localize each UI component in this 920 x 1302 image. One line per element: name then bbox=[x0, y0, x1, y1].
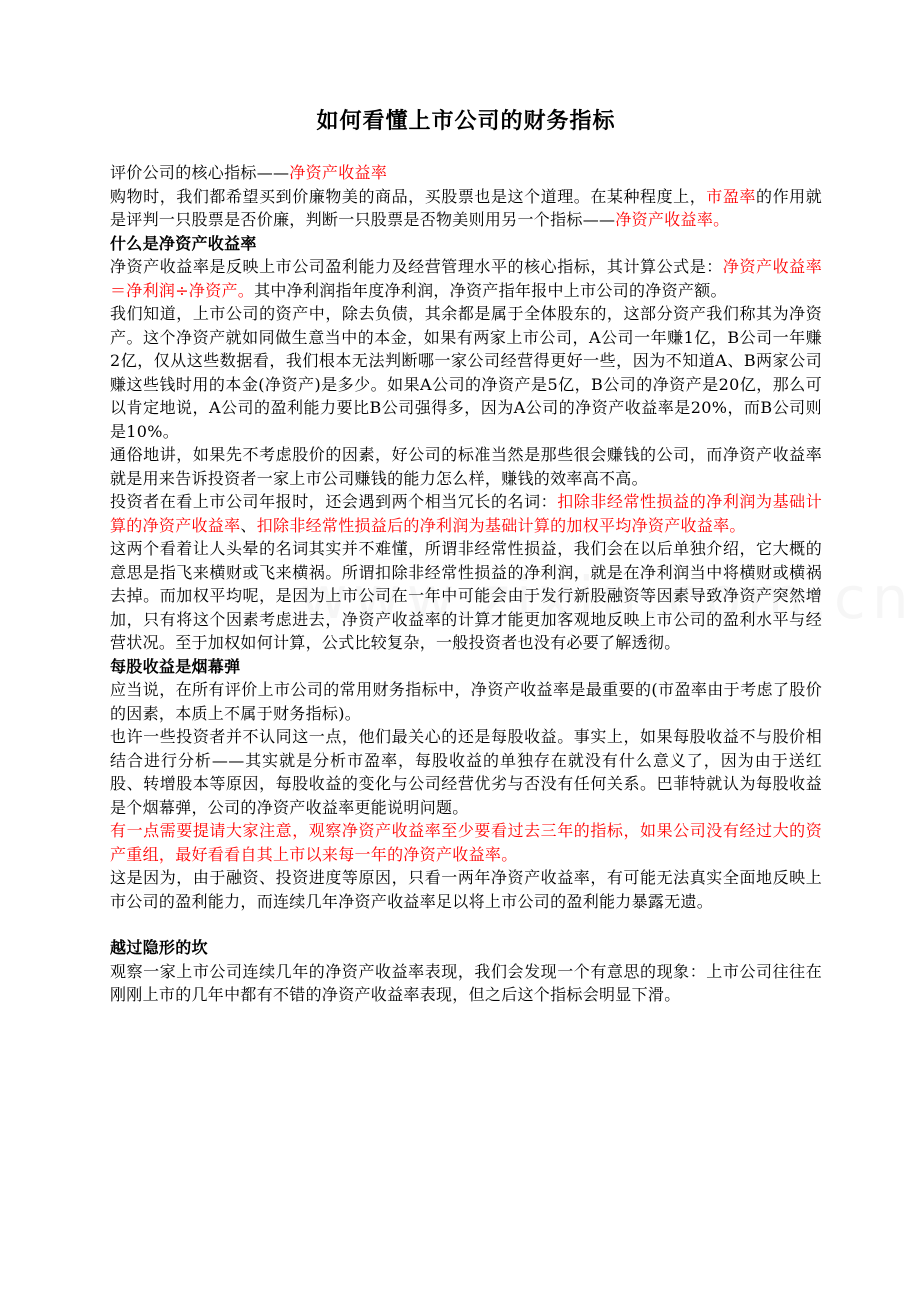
section-heading-hidden-hurdle: 越过隐形的坎 bbox=[110, 938, 208, 957]
highlight-text: 净资产收益率 bbox=[289, 163, 388, 182]
paragraph-notice: 有一点需要提请大家注意，观察净资产收益率至少要看过去三年的指标，如果公司没有经过大的资产重组，最好看看自其上市以来每一年的净资产收益率。 bbox=[110, 821, 822, 864]
highlight-text: 扣除非经常性损益的净利润为基础计算的净资产收益率 bbox=[110, 492, 822, 535]
paragraph-observation: 观察一家上市公司连续几年的净资产收益率表现，我们会发现一个有意思的现象：上市公司往往在刚刚上市的几年中都有不错的净资产收益率表现，但之后这个指标会明显下滑。 bbox=[110, 961, 822, 1004]
document-body bbox=[110, 161, 822, 1007]
paragraph-most-important: 应当说，在所有评价上市公司的常用财务指标中，净资产收益率是最重要的(市盈率由于考虑了股价的因素，本质上不属于财务指标)。 bbox=[110, 680, 822, 723]
paragraph-plain-terms: 通俗地讲，如果先不考虑股价的因素，好公司的标准当然是那些很会赚钱的公司，而净资产收益率就是用来告诉投资者一家上市公司赚钱的能力怎么样，赚钱的效率高不高。 bbox=[110, 445, 822, 488]
paragraph-roe-definition bbox=[110, 255, 822, 302]
paragraph-eps: 也许一些投资者并不认同这一点，他们最关心的还是每股收益。事实上，如果每股收益不与股价相结合进行分析——其实就是分析市盈率，每股收益的单独存在就没有什么意义了，因为由于送红股、转增股本等原因，每股收益的变化与公司经营优劣与否没有任何关系。巴菲特就认为每股收益是个烟幕弹，公司的净资产收益率更能说明问题。 bbox=[110, 727, 822, 817]
text-run: 净资产收益率是反映上市公司盈利能力及经营管理水平的核心指标，其计算公式是： bbox=[110, 257, 723, 276]
paragraph-non-recurring: 这两个看着让人头晕的名词其实并不难懂，所谓非经常性损益，我们会在以后单独介绍，它大概的意思是指飞来横财或飞来横祸。所谓扣除非经常性损益的净利润，就是在净利润当中将横财或横祸去掉。而加权平均呢，是因为上市公司在一年中可能会由于发行新股融资等因素导致净资产突然增加，只有将这个因素考虑进去，净资产收益率的计算才能更加客观地反映上市公司的盈利水平与经营状况。至于加权如何计算，公式比较复杂，一般投资者也没有必要了解透彻。 bbox=[110, 539, 822, 652]
paragraph-reason: 这是因为，由于融资、投资进度等原因，只看一两年净资产收益率，有可能无法真实全面地反映上市公司的盈利能力，而连续几年净资产收益率足以将上市公司的盈利能力暴露无遗。 bbox=[110, 868, 822, 911]
paragraph-net-assets: 我们知道，上市公司的资产中，除去负债，其余都是属于全体股东的，这部分资产我们称其为净资产。这个净资产就如同做生意当中的本金，如果有两家上市公司，A公司一年赚1亿，B公司一年赚2亿，仅从这些数据看，我们根本无法判断哪一家公司经营得更好一些，因为不知道A、B两家公司赚这些钱时用的本金(净资产)是多少。如果A公司的净资产是5亿，B公司的净资产是20亿，那么可以肯定地说，A公司的盈利能力要比B公司强得多，因为A公司的净资产收益率是20%，而B公司则是10%。 bbox=[110, 304, 822, 441]
section-heading-eps: 每股收益是烟幕弹 bbox=[110, 656, 241, 676]
text-run: 投资者在看上市公司年报时，还会遇到两个相当冗长的名词： bbox=[110, 492, 558, 511]
highlight-text: 净资产收益率。 bbox=[615, 210, 730, 229]
section-heading-roe: 什么是净资产收益率 bbox=[110, 233, 257, 253]
paragraph-intro bbox=[110, 161, 822, 185]
text-run: 其中净利润指年度净利润，净资产指年报中上市公司的净资产额。 bbox=[254, 280, 727, 300]
paragraph-annual-report bbox=[110, 490, 822, 537]
paragraph-shopping bbox=[110, 185, 822, 232]
blank-line bbox=[110, 913, 822, 936]
text-run: 评价公司的核心指标—— bbox=[110, 163, 290, 182]
text-run: 的作用就是评判一只股票是否价廉，判断一只股票是否物美则用另一个指标—— bbox=[110, 186, 822, 229]
document-title: 如何看懂上市公司的财务指标 bbox=[316, 109, 616, 134]
document-page bbox=[110, 0, 822, 1007]
text-run: 购物时，我们都希望买到价廉物美的商品，买股票也是这个道理。在某种程度上， bbox=[110, 186, 707, 206]
highlight-text: 净资产收益率＝净利润÷净资产。 bbox=[110, 257, 822, 300]
highlight-text: 市盈率 bbox=[706, 186, 756, 206]
text-run: 、 bbox=[240, 515, 257, 535]
highlight-text: 扣除非经常性损益后的净利润为基础计算的加权平均净资产收益率。 bbox=[256, 515, 746, 535]
